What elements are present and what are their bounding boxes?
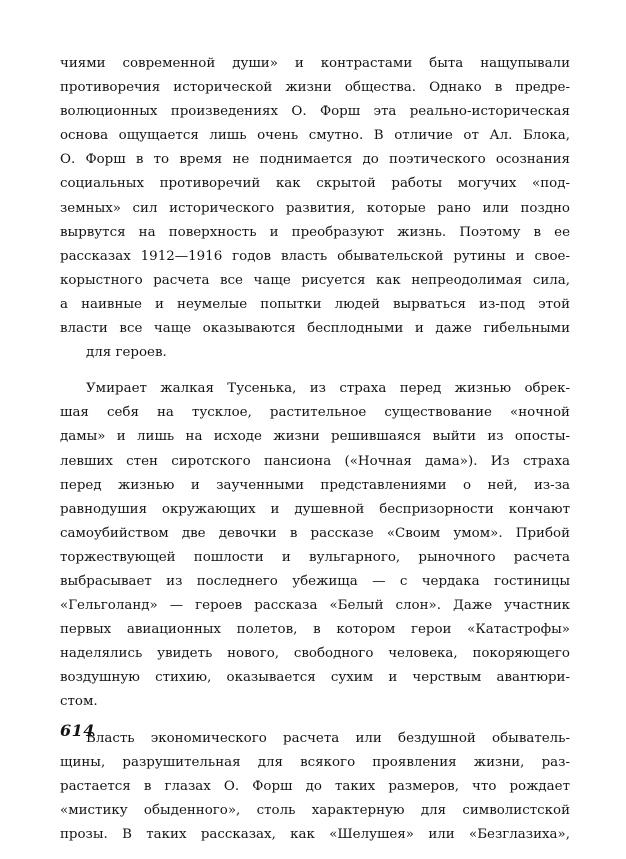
text-line: наделялись увидеть нового, свободного человека, покоряющего: [60, 646, 570, 662]
text-line: «Гельголанд» — героев рассказа «Белый слон». Даже участник: [60, 598, 570, 614]
text-line: левших стен сиротского пансиона («Ночная дама»). Из страха: [60, 453, 570, 469]
text-line: дамы» и лишь на исходе жизни решившаяся выйти из опосты-: [60, 429, 570, 445]
text-line: рассказах 1912—1916 годов власть обывательской рутины и свое-: [60, 248, 570, 264]
text-line: первых авиационных полетов, в котором герои «Катастрофы»: [60, 622, 570, 638]
text-line: для героев.: [86, 345, 167, 361]
text-line: волюционных произведениях О. Форш эта реально-историческая: [60, 104, 570, 120]
text-line: Власть экономического расчета или бездушной обыватель-: [86, 730, 570, 746]
text-line: социальных противоречий как скрытой работы могучих «под-: [60, 176, 570, 192]
text-line: щины, разрушительная для всякого проявления жизни, раз-: [60, 754, 570, 770]
text-page: [60, 52, 570, 859]
text-line: шая себя на тусклое, растительное существование «ночной: [60, 405, 570, 421]
paragraph-3: [60, 727, 570, 847]
text-line: перед жизнью и заученными представлениями о ней, из-за: [60, 477, 570, 493]
text-line: выбрасывает из последнего убежища — с чердака гостиницы: [60, 573, 570, 589]
text-line: растается в глазах О. Форш до таких размеров, что рождает: [60, 778, 570, 794]
text-line: воздушную стихию, оказывается сухим и черствым авантюри-: [60, 670, 570, 686]
text-line: чиями современной души» и контрастами быта нащупывали: [60, 56, 570, 71]
text-line: вырвутся на поверхность и преобразуют жизнь. Поэтому в ее: [60, 224, 570, 240]
text-line: земных» сил исторического развития, которые рано или поздно: [60, 200, 570, 216]
text-line: прозы. В таких рассказах, как «Шелушея» или «Безглазиха»,: [60, 826, 570, 842]
paragraph-1: [60, 52, 570, 365]
text-line: самоубийством две девочки в рассказе «Своим умом». Прибой: [60, 525, 570, 541]
text-line: власти все чаще оказываются бесплодными и даже гибельными: [60, 321, 570, 337]
page-number: 614: [60, 721, 95, 740]
text-line: основа ощущается лишь очень смутно. В отличие от Ал. Блока,: [60, 128, 570, 144]
text-line: «мистику обыденного», столь характерную для символистской: [60, 802, 570, 818]
text-line: О. Форш в то время не поднимается до поэтического осознания: [60, 152, 570, 168]
paragraph-2: [60, 377, 570, 714]
text-line: стом.: [60, 694, 98, 710]
text-line: а наивные и неумелые попытки людей вырваться из-под этой: [60, 296, 570, 312]
text-line: противоречия исторической жизни общества. Однако в предре-: [60, 80, 570, 96]
text-line: торжествующей пошлости и вульгарного, рыночного расчета: [60, 549, 570, 565]
text-line: корыстного расчета все чаще рисуется как непреодолимая сила,: [60, 272, 570, 288]
text-line: равнодушия окружающих и душевной беспризорности кончают: [60, 501, 570, 517]
text-line: Умирает жалкая Тусенька, из страха перед жизнью обрек-: [86, 381, 570, 397]
